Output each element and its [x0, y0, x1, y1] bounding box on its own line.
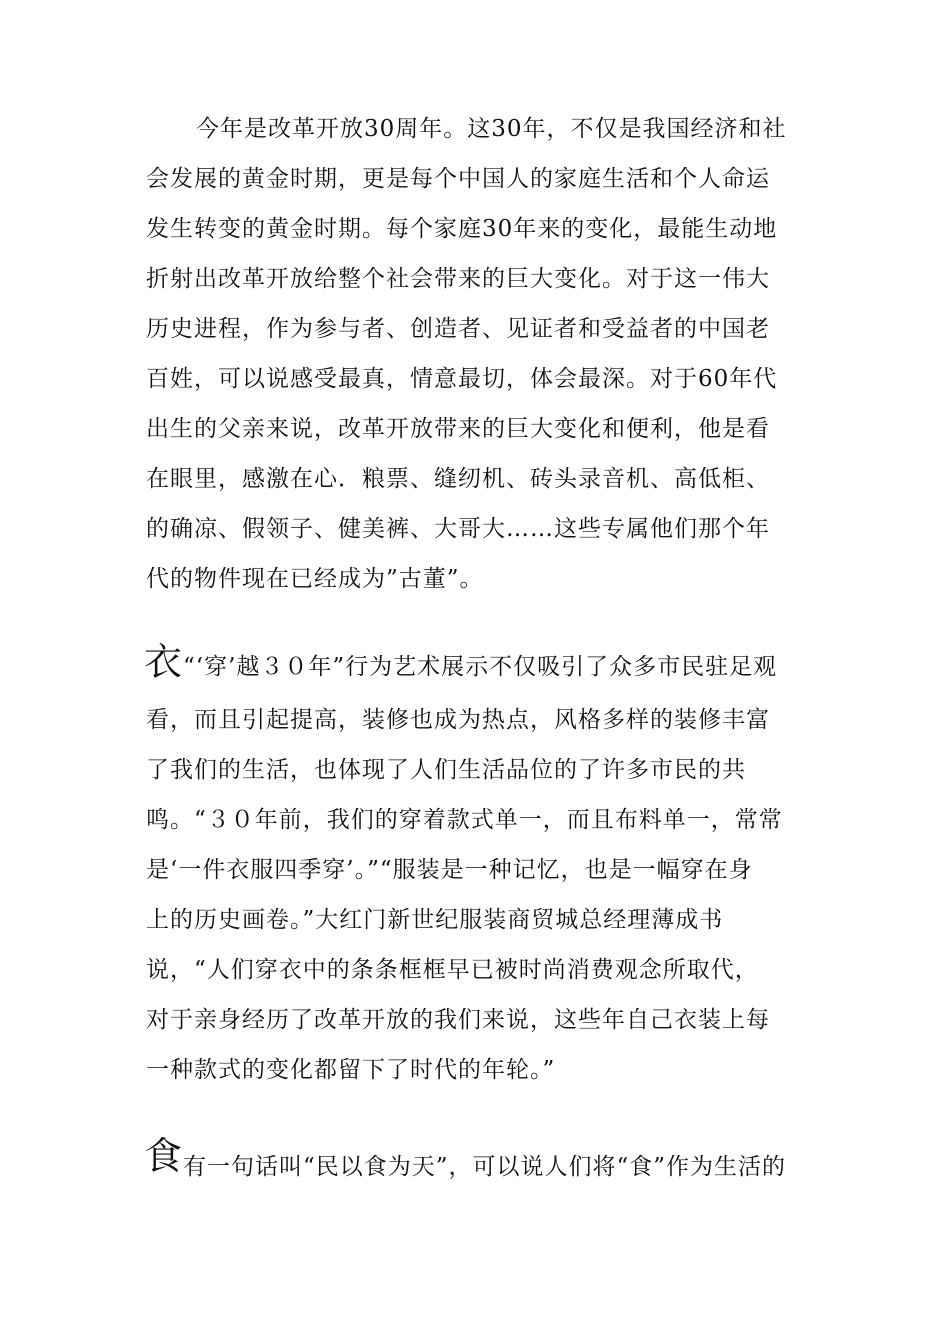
- intro-line: 折射出改革开放给整个社会带来的巨大变化。对于这一伟大: [146, 266, 770, 292]
- clothing-line: “‘穿’越３０年”行为艺术展示不仅吸引了众多市民驻足观: [183, 654, 778, 680]
- intro-line: 的确凉、假领子、健美裤、大哥大……这些专属他们那个年: [146, 516, 770, 542]
- intro-line: 代的物件现在已经成为”古董”。: [146, 566, 484, 592]
- intro-line: 在眼里，感激在心．粮票、缝纫机、砖头录音机、高低柜、: [146, 466, 770, 492]
- clothing-line: 看，而且引起提高，装修也成为热点，风格多样的装修丰富: [146, 707, 770, 733]
- clothing-line: 鸣。“３０年前，我们的穿着款式单一，而且布料单一，常常: [146, 807, 783, 833]
- section-heading-clothing: 衣: [144, 640, 183, 684]
- intro-line: 发生转变的黄金时期。每个家庭30年来的变化，最能生动地: [146, 216, 778, 242]
- intro-line: 出生的父亲来说，改革开放带来的巨大变化和便利，他是看: [146, 416, 770, 442]
- clothing-line: 上的历史画卷。”大红门新世纪服装商贸城总经理薄成书: [146, 907, 724, 933]
- clothing-line: 一种款式的变化都留下了时代的年轮。”: [146, 1057, 556, 1083]
- intro-line: 历史进程，作为参与者、创造者、见证者和受益者的中国老: [146, 316, 770, 342]
- intro-line: 今年是改革开放30周年。这30年，不仅是我国经济和社: [196, 116, 787, 142]
- clothing-line: 是‘一件衣服四季穿’。”“服装是一种记忆，也是一幅穿在身: [146, 857, 753, 883]
- intro-line: 百姓，可以说感受最真，情意最切，体会最深。对于60年代: [146, 366, 778, 392]
- clothing-line: 说，“人们穿衣中的条条框框早已被时尚消费观念所取代，: [146, 957, 759, 983]
- section-heading-food: 食: [144, 1134, 183, 1178]
- intro-line: 会发展的黄金时期，更是每个中国人的家庭生活和个人命运: [146, 166, 770, 192]
- clothing-line: 对于亲身经历了改革开放的我们来说，这些年自己衣装上每: [146, 1007, 770, 1033]
- food-line: 有一句话叫“民以食为天”，可以说人们将“食”作为生活的: [183, 1154, 787, 1180]
- clothing-line: 了我们的生活，也体现了人们生活品位的了许多市民的共: [146, 757, 746, 783]
